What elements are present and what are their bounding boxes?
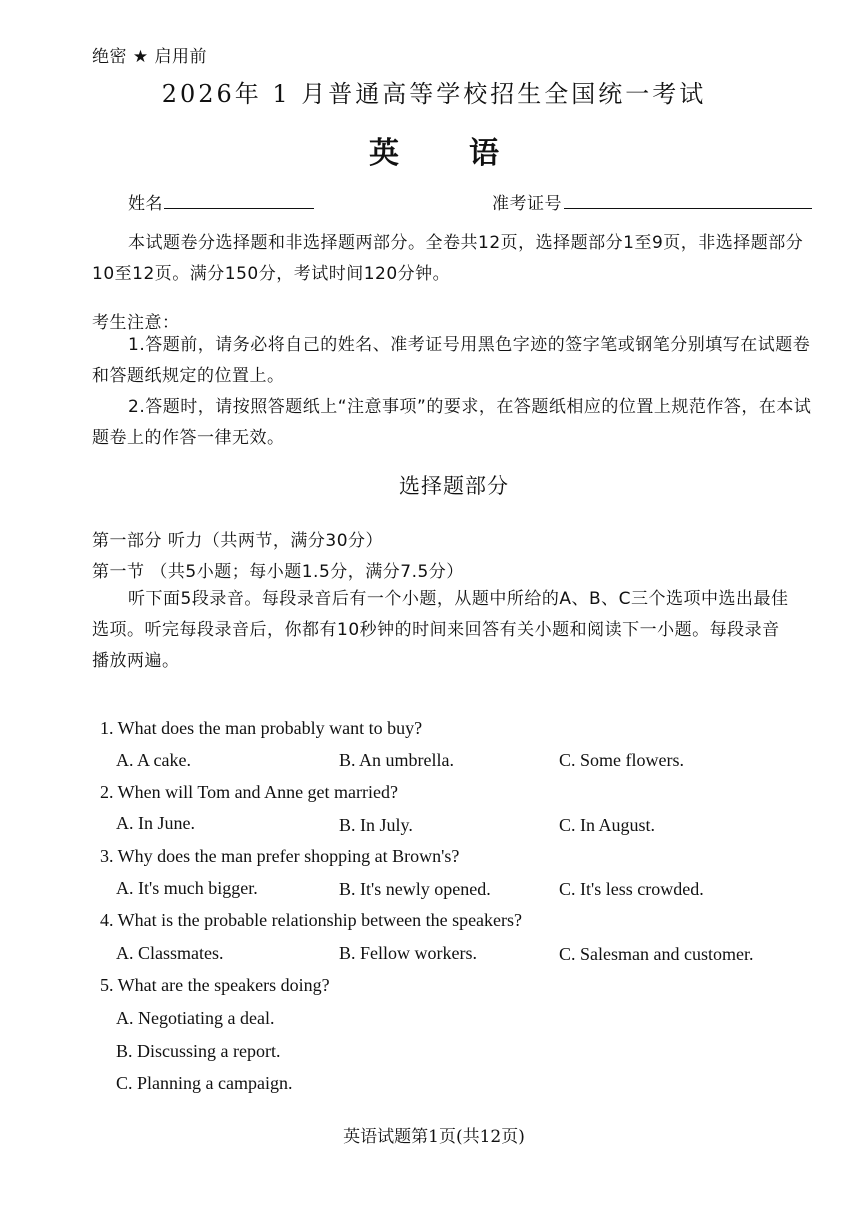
question-1: 1. What does the man probably want to buy? <box>100 718 423 738</box>
section-title: 选择题部分 <box>399 474 509 498</box>
question-5-option-c: C. Planning a campaign. <box>116 1073 293 1093</box>
question-4: 4. What is the probable relationship between the speakers? <box>100 910 523 930</box>
question-3-option-b: B. It's newly opened. <box>339 879 491 899</box>
question-1-option-b: B. An umbrella. <box>339 750 454 770</box>
question-5-option-b: B. Discussing a report. <box>116 1041 281 1061</box>
notice-item-1: 1.答题前，请务必将自己的姓名、准考证号用黑色字迹的签字笔或钢笔分别填写在试题卷和答题纸规定的位置上。 <box>92 335 811 386</box>
question-2-option-b: B. In July. <box>339 815 413 835</box>
part-one-heading: 第一部分 听力（共两节，满分30分） <box>92 531 384 551</box>
ticket-number-label: 准考证号 <box>492 194 562 214</box>
name-label: 姓名 <box>128 194 163 214</box>
notice-title: 考生注意： <box>92 313 180 333</box>
question-4-option-b: B. Fellow workers. <box>339 943 477 963</box>
subject-title: 英语 <box>369 136 569 171</box>
question-5-option-a: A. Negotiating a deal. <box>116 1008 275 1028</box>
question-5: 5. What are the speakers doing? <box>100 975 330 995</box>
notice-item-2: 2.答题时，请按照答题纸上“注意事项”的要求，在答题纸相应的位置上规范作答，在本试题卷上的作答一律无效。 <box>92 397 812 448</box>
name-field-line <box>164 208 314 209</box>
question-2-option-c: C. In August. <box>559 815 656 835</box>
question-1-option-c: C. Some flowers. <box>559 750 684 770</box>
page-footer: 英语试题第1页(共12页) <box>343 1127 525 1147</box>
section-one-heading: 第一节 （共5小题；每小题1.5分，满分7.5分） <box>92 562 464 582</box>
question-3: 3. Why does the man prefer shopping at Brown's? <box>100 846 460 866</box>
question-2-option-a: A. In June. <box>116 813 195 833</box>
question-4-option-a: A. Classmates. <box>116 943 224 963</box>
listening-instructions: 听下面5段录音。每段录音后有一个小题，从题中所给的A、B、C三个选项中选出最佳选项。听完每段录音后，你都有10秒钟的时间来回答有关小题和阅读下一小题。每段录音播放两遍。 <box>92 589 789 671</box>
question-1-option-a: A. A cake. <box>116 750 191 770</box>
ticket-number-field-line <box>564 208 812 209</box>
question-3-option-c: C. It's less crowded. <box>559 879 704 899</box>
exam-title: 2026年 1 月普通高等学校招生全国统一考试 <box>161 80 707 108</box>
confidential-label: 绝密 ★ 启用前 <box>92 47 208 67</box>
question-2: 2. When will Tom and Anne get married? <box>100 782 399 802</box>
intro-paragraph: 本试题卷分选择题和非选择题两部分。全卷共12页，选择题部分1至9页，非选择题部分10至12页。满分150分，考试时间120分钟。 <box>92 233 804 284</box>
question-4-option-c: C. Salesman and customer. <box>559 944 754 964</box>
question-3-option-a: A. It's much bigger. <box>116 878 258 898</box>
